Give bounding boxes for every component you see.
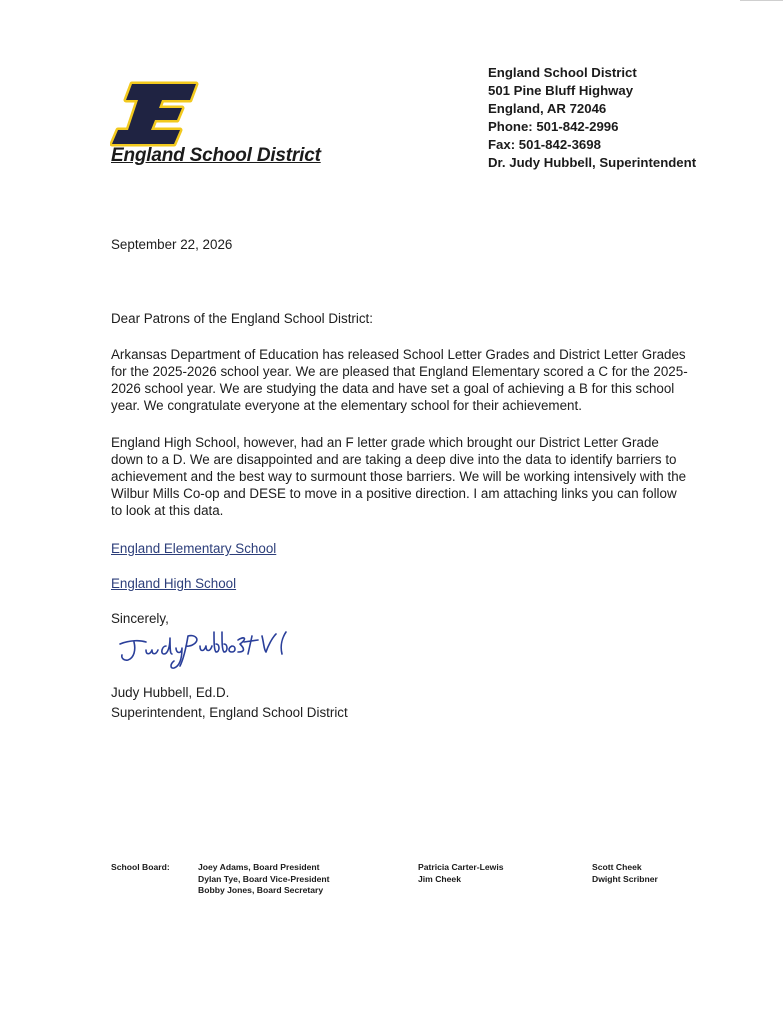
board-member: Jim Cheek	[418, 873, 461, 884]
link-england-elementary[interactable]: England Elementary School	[111, 541, 277, 556]
board-member: Scott Cheek	[592, 862, 642, 872]
closing: Sincerely,	[111, 611, 169, 626]
e-logo-icon	[110, 78, 200, 148]
board-column	[418, 862, 504, 885]
signer-name: Judy Hubbell, Ed.D.	[111, 685, 230, 700]
org-name: England School District	[111, 145, 321, 166]
board-member: Dylan Tye, Board Vice-President	[198, 873, 330, 884]
link-england-high[interactable]: England High School	[111, 576, 237, 591]
board-member: Dwight Scribner	[592, 873, 658, 884]
scan-edge-line	[740, 0, 783, 1]
letter-date: September 22, 2026	[111, 237, 233, 252]
signature	[116, 628, 296, 690]
board-label: School Board:	[111, 862, 170, 872]
phone-line: Phone: 501-842-2996	[488, 119, 619, 134]
salutation: Dear Patrons of the England School District:	[111, 311, 373, 326]
address-line: England, AR 72046	[488, 101, 607, 116]
superintendent-line: Dr. Judy Hubbell, Superintendent	[488, 155, 697, 170]
address-line: 501 Pine Bluff Highway	[488, 83, 634, 98]
district-logo	[110, 78, 200, 148]
board-column	[592, 862, 658, 885]
signer-block	[111, 683, 348, 723]
board-member: Joey Adams, Board President	[198, 862, 320, 872]
board-member: Bobby Jones, Board Secretary	[198, 885, 324, 895]
signer-title: Superintendent, England School District	[111, 705, 348, 720]
fax-line: Fax: 501-842-3698	[488, 137, 601, 152]
address-block	[488, 64, 696, 172]
address-line: England School District	[488, 65, 637, 80]
paragraph: England High School, however, had an F letter grade which brought our District Letter Grade down to a D. We are disappointed and are taking a deep dive into the data to identify barriers to achievement and the best way to surmount those barriers. We will be working intensively with the Wilbur Mills Co-op and DESE to move in a positive direction. I am attaching links you can follow to look at this data.	[111, 435, 687, 518]
board-column	[198, 862, 330, 897]
board-member: Patricia Carter-Lewis	[418, 862, 504, 872]
paragraph: Arkansas Department of Education has released School Letter Grades and District Letter Grades for the 2025-2026 school year. We are pleased that England Elementary scored a C for the 2025-2026 school year. We are studying the data and have set a goal of achieving a B for this school year. We congratulate everyone at the elementary school for their achievement.	[111, 347, 688, 413]
